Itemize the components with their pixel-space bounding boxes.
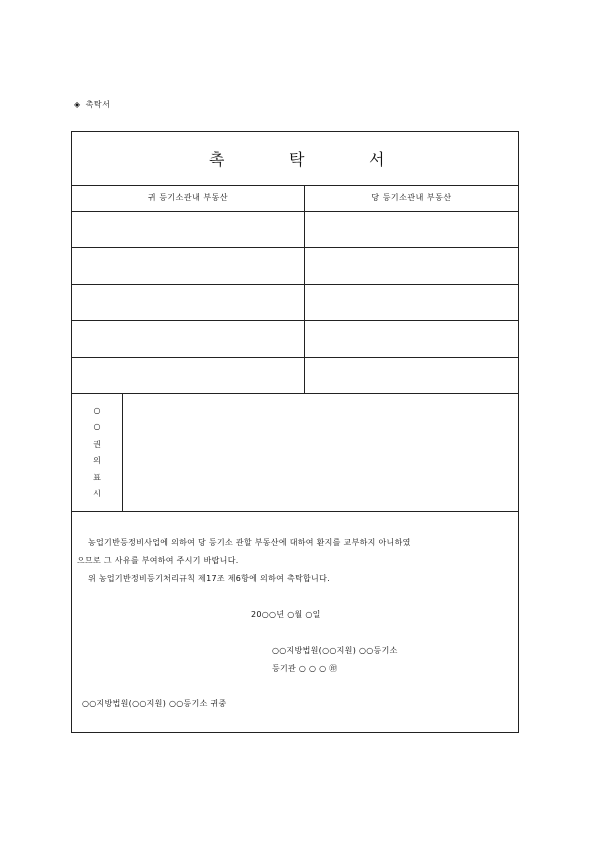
left-property-cell[interactable] (72, 211, 304, 247)
request-text-line-3: 위 농업기반정비등기처리규칙 제17조 제6항에 의하여 촉탁합니다. (88, 574, 330, 583)
form-title-char-3: 서 (369, 150, 385, 169)
diamond-marker-icon: ◈ (74, 100, 81, 109)
property-row (72, 248, 518, 285)
right-column-header: 당 등기소관내 부동산 (371, 193, 452, 202)
form-title-char-1: 촉 (209, 150, 225, 169)
left-property-cell[interactable] (72, 357, 304, 393)
left-property-cell[interactable] (72, 321, 304, 357)
property-row (72, 321, 518, 358)
form-title-row (72, 132, 518, 186)
property-row (72, 284, 518, 321)
issuer-registrar: 등기관 ○ ○ ○ ㊞ (272, 664, 338, 673)
section-label-text: 촉탁서 (85, 100, 111, 109)
side-label-char: 권 (93, 440, 101, 449)
rights-indication-field[interactable] (123, 394, 518, 511)
left-property-cell[interactable] (72, 284, 304, 320)
form-title-char-2: 탁 (289, 150, 305, 169)
side-label-char: ○ (93, 422, 101, 431)
side-label-char: 의 (93, 456, 101, 465)
side-label-char: ○ (93, 406, 101, 415)
property-row (72, 211, 518, 248)
column-header-row (72, 185, 518, 212)
left-property-cell[interactable] (72, 248, 304, 284)
date-line: 20○○년 ○월 ○일 (251, 610, 321, 619)
rights-indication-label (72, 394, 123, 511)
right-property-cell[interactable] (305, 321, 518, 357)
addressee-line: ○○지방법원(○○지원) ○○등기소 귀중 (82, 699, 227, 708)
left-column-header: 귀 등기소관내 부동산 (147, 193, 229, 202)
right-property-cell[interactable] (305, 357, 518, 393)
right-property-cell[interactable] (305, 284, 518, 320)
right-property-cell[interactable] (305, 211, 518, 247)
request-text-line-2: 으므로 그 사유를 부여하여 주시기 바랍니다. (77, 556, 239, 565)
request-text-line-1: 농업기반등정비사업에 의하여 당 등기소 관할 부동산에 대하여 환지를 교부하지 아니하였 (88, 538, 411, 547)
commission-form (71, 131, 519, 733)
side-label-char: 표 (93, 473, 101, 482)
side-label-char: 시 (93, 489, 101, 498)
issuer-office: ○○지방법원(○○지원) ○○등기소 (272, 646, 398, 655)
section-label (74, 99, 110, 110)
property-row (72, 357, 518, 394)
section-divider (72, 511, 518, 512)
right-property-cell[interactable] (305, 248, 518, 284)
